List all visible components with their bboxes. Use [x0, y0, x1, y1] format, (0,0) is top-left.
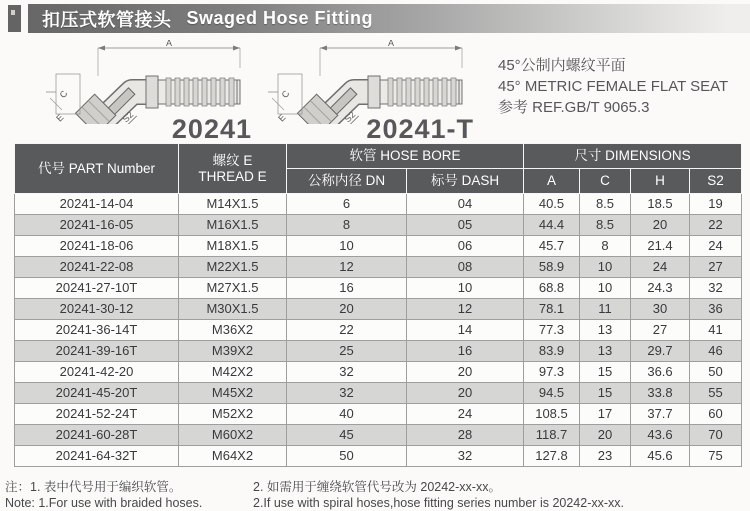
dim-a-cell: 108.5	[524, 404, 580, 425]
thread-cell: M64X2	[179, 446, 287, 467]
model-label: 20241	[171, 114, 252, 144]
dn-cell: 6	[287, 194, 407, 215]
dim-h-cell: 29.7	[631, 341, 690, 362]
thread-cell: M52X2	[179, 404, 287, 425]
spec-table	[14, 143, 742, 467]
dim-c-cell: 8.5	[580, 194, 631, 215]
dim-a-cell: 118.7	[524, 425, 580, 446]
dim-c-cell: 20	[580, 425, 631, 446]
dim-label-c: C	[279, 88, 292, 100]
dn-cell: 32	[287, 383, 407, 404]
footnotes	[5, 479, 746, 511]
dim-c-cell: 13	[580, 320, 631, 341]
dim-c-cell: 8	[580, 236, 631, 257]
dn-cell: 10	[287, 236, 407, 257]
table-row	[15, 362, 742, 383]
col-header-dash: 标号 DASH	[407, 169, 524, 194]
thread-cell: M39X2	[179, 341, 287, 362]
page-title-zh: 扣压式软管接头	[42, 9, 172, 30]
footnote-2	[253, 479, 624, 511]
dim-a-cell: 68.8	[524, 278, 580, 299]
dim-label-a: A	[387, 40, 395, 48]
col-header-dn: 公称内径 DN	[287, 169, 407, 194]
dash-cell: 10	[407, 278, 524, 299]
dim-h-cell: 37.7	[631, 404, 690, 425]
title-bar	[28, 4, 750, 33]
part-number-cell: 20241-18-06	[15, 236, 179, 257]
dash-cell: 20	[407, 383, 524, 404]
dim-a-cell: 40.5	[524, 194, 580, 215]
dim-label-e: E	[276, 112, 288, 124]
dim-s2-cell: 75	[690, 446, 742, 467]
dn-cell: 16	[287, 278, 407, 299]
fitting-diagram	[262, 40, 474, 124]
dim-c-cell: 10	[580, 257, 631, 278]
thread-cell: M14X1.5	[179, 194, 287, 215]
dn-cell: 12	[287, 257, 407, 278]
dim-c-cell: 17	[580, 404, 631, 425]
footnote-1-zh: 注：1. 表中代号用于编织软管。	[5, 480, 182, 494]
dim-h-cell: 45.6	[631, 446, 690, 467]
product-description	[498, 38, 728, 141]
dim-s2-cell: 36	[690, 299, 742, 320]
footnote-1	[5, 479, 237, 511]
col-header-dim-c: C	[580, 169, 631, 194]
dim-c-cell: 15	[580, 383, 631, 404]
dash-cell: 16	[407, 341, 524, 362]
dim-h-cell: 24	[631, 257, 690, 278]
dim-a-cell: 45.7	[524, 236, 580, 257]
dim-a-cell: 77.3	[524, 320, 580, 341]
dim-a-cell: 94.5	[524, 383, 580, 404]
dim-c-cell: 11	[580, 299, 631, 320]
thread-cell: M30X1.5	[179, 299, 287, 320]
dim-h-cell: 30	[631, 299, 690, 320]
footnote-2-zh: 2. 如需用于缠绕软管代号改为 20242-xx-xx。	[253, 480, 501, 494]
dim-h-cell: 27	[631, 320, 690, 341]
dim-label-e: E	[54, 112, 66, 124]
col-group-dimensions: 尺寸 DIMENSIONS	[524, 144, 742, 169]
dim-s2-cell: 70	[690, 425, 742, 446]
part-number-cell: 20241-64-32T	[15, 446, 179, 467]
dim-a-cell: 58.9	[524, 257, 580, 278]
dim-h-cell: 21.4	[631, 236, 690, 257]
part-number-cell: 20241-27-10T	[15, 278, 179, 299]
fitting-diagram	[40, 40, 252, 124]
description-line-ref: 参考 REF.GB/T 9065.3	[498, 99, 650, 116]
part-number-cell: 20241-52-24T	[15, 404, 179, 425]
col-header-dim-a: A	[524, 169, 580, 194]
dash-cell: 08	[407, 257, 524, 278]
footnote-2-en: 2.If use with spiral hoses,hose fitting series number is 20242-xx-xx.	[253, 496, 625, 510]
description-line-en: 45° METRIC FEMALE FLAT SEAT	[498, 78, 729, 95]
dim-a-cell: 127.8	[524, 446, 580, 467]
dim-h-cell: 24.3	[631, 278, 690, 299]
dim-a-cell: 83.9	[524, 341, 580, 362]
dim-c-cell: 10	[580, 278, 631, 299]
dim-h-cell: 33.8	[631, 383, 690, 404]
dn-cell: 40	[287, 404, 407, 425]
dim-label-s2: S2	[342, 109, 358, 124]
figures-section	[40, 38, 746, 144]
dn-cell: 22	[287, 320, 407, 341]
part-number-cell: 20241-14-04	[15, 194, 179, 215]
dim-a-cell: 44.4	[524, 215, 580, 236]
part-number-cell: 20241-42-20	[15, 362, 179, 383]
dash-cell: 12	[407, 299, 524, 320]
thread-cell: M60X2	[179, 425, 287, 446]
col-header-dim-h: H	[631, 169, 690, 194]
dim-c-cell: 13	[580, 341, 631, 362]
part-number-cell: 20241-16-05	[15, 215, 179, 236]
table-row	[15, 236, 742, 257]
dim-s2-cell: 41	[690, 320, 742, 341]
dim-s2-cell: 55	[690, 383, 742, 404]
part-number-cell: 20241-22-08	[15, 257, 179, 278]
part-number-cell: 20241-45-20T	[15, 383, 179, 404]
dim-s2-cell: 22	[690, 215, 742, 236]
dim-a-cell: 78.1	[524, 299, 580, 320]
dn-cell: 32	[287, 362, 407, 383]
dash-cell: 06	[407, 236, 524, 257]
col-group-hose-bore: 软管 HOSE BORE	[287, 144, 524, 169]
thread-cell: M42X2	[179, 362, 287, 383]
dn-cell: 20	[287, 299, 407, 320]
table-row	[15, 299, 742, 320]
dash-cell: 20	[407, 362, 524, 383]
dim-label-a: A	[165, 40, 173, 48]
dn-cell: 8	[287, 215, 407, 236]
dim-s2-cell: 32	[690, 278, 742, 299]
table-row	[15, 425, 742, 446]
part-number-cell: 20241-36-14T	[15, 320, 179, 341]
page-header	[0, 4, 750, 33]
dim-s2-cell: 19	[690, 194, 742, 215]
dim-s2-cell: 46	[690, 341, 742, 362]
dim-c-cell: 23	[580, 446, 631, 467]
footnote-1-en: Note: 1.For use with braided hoses.	[5, 496, 203, 510]
table-row	[15, 194, 742, 215]
dim-a-cell: 97.3	[524, 362, 580, 383]
dim-h-cell: 43.6	[631, 425, 690, 446]
fitting-figures	[40, 38, 484, 144]
table-row	[15, 341, 742, 362]
dim-h-cell: 18.5	[631, 194, 690, 215]
page-title-en: Swaged Hose Fitting	[186, 8, 374, 28]
part-number-cell: 20241-30-12	[15, 299, 179, 320]
part-number-cell: 20241-39-16T	[15, 341, 179, 362]
dim-h-cell: 20	[631, 215, 690, 236]
dash-cell: 14	[407, 320, 524, 341]
table-row	[15, 404, 742, 425]
dash-cell: 28	[407, 425, 524, 446]
table-row	[15, 446, 742, 467]
table-row	[15, 278, 742, 299]
dash-cell: 32	[407, 446, 524, 467]
corner-mark	[8, 5, 21, 32]
thread-cell: M36X2	[179, 320, 287, 341]
table-row	[15, 215, 742, 236]
table-row	[15, 383, 742, 404]
thread-cell: M22X1.5	[179, 257, 287, 278]
description-line-zh: 45°公制内螺纹平面	[498, 57, 626, 74]
dim-s2-cell: 27	[690, 257, 742, 278]
thread-cell: M16X1.5	[179, 215, 287, 236]
col-header-dim-s2: S2	[690, 169, 742, 194]
dim-label-s2: S2	[120, 109, 136, 124]
col-header-thread: 螺纹 E THREAD E	[179, 144, 287, 194]
dim-c-cell: 8.5	[580, 215, 631, 236]
figure-20241-T	[262, 38, 474, 144]
dash-cell: 04	[407, 194, 524, 215]
model-label: 20241-T	[366, 114, 474, 144]
thread-cell: M45X2	[179, 383, 287, 404]
dn-cell: 45	[287, 425, 407, 446]
dim-label-c: C	[57, 88, 70, 100]
part-number-cell: 20241-60-28T	[15, 425, 179, 446]
dash-cell: 24	[407, 404, 524, 425]
dn-cell: 25	[287, 341, 407, 362]
thread-cell: M18X1.5	[179, 236, 287, 257]
dash-cell: 05	[407, 215, 524, 236]
dn-cell: 50	[287, 446, 407, 467]
table-row	[15, 320, 742, 341]
dim-s2-cell: 50	[690, 362, 742, 383]
dim-s2-cell: 24	[690, 236, 742, 257]
dim-c-cell: 15	[580, 362, 631, 383]
dim-h-cell: 36.6	[631, 362, 690, 383]
table-row	[15, 257, 742, 278]
thread-cell: M27X1.5	[179, 278, 287, 299]
col-header-part-number: 代号 PART Number	[15, 144, 179, 194]
figure-20241	[40, 38, 252, 144]
dim-s2-cell: 60	[690, 404, 742, 425]
